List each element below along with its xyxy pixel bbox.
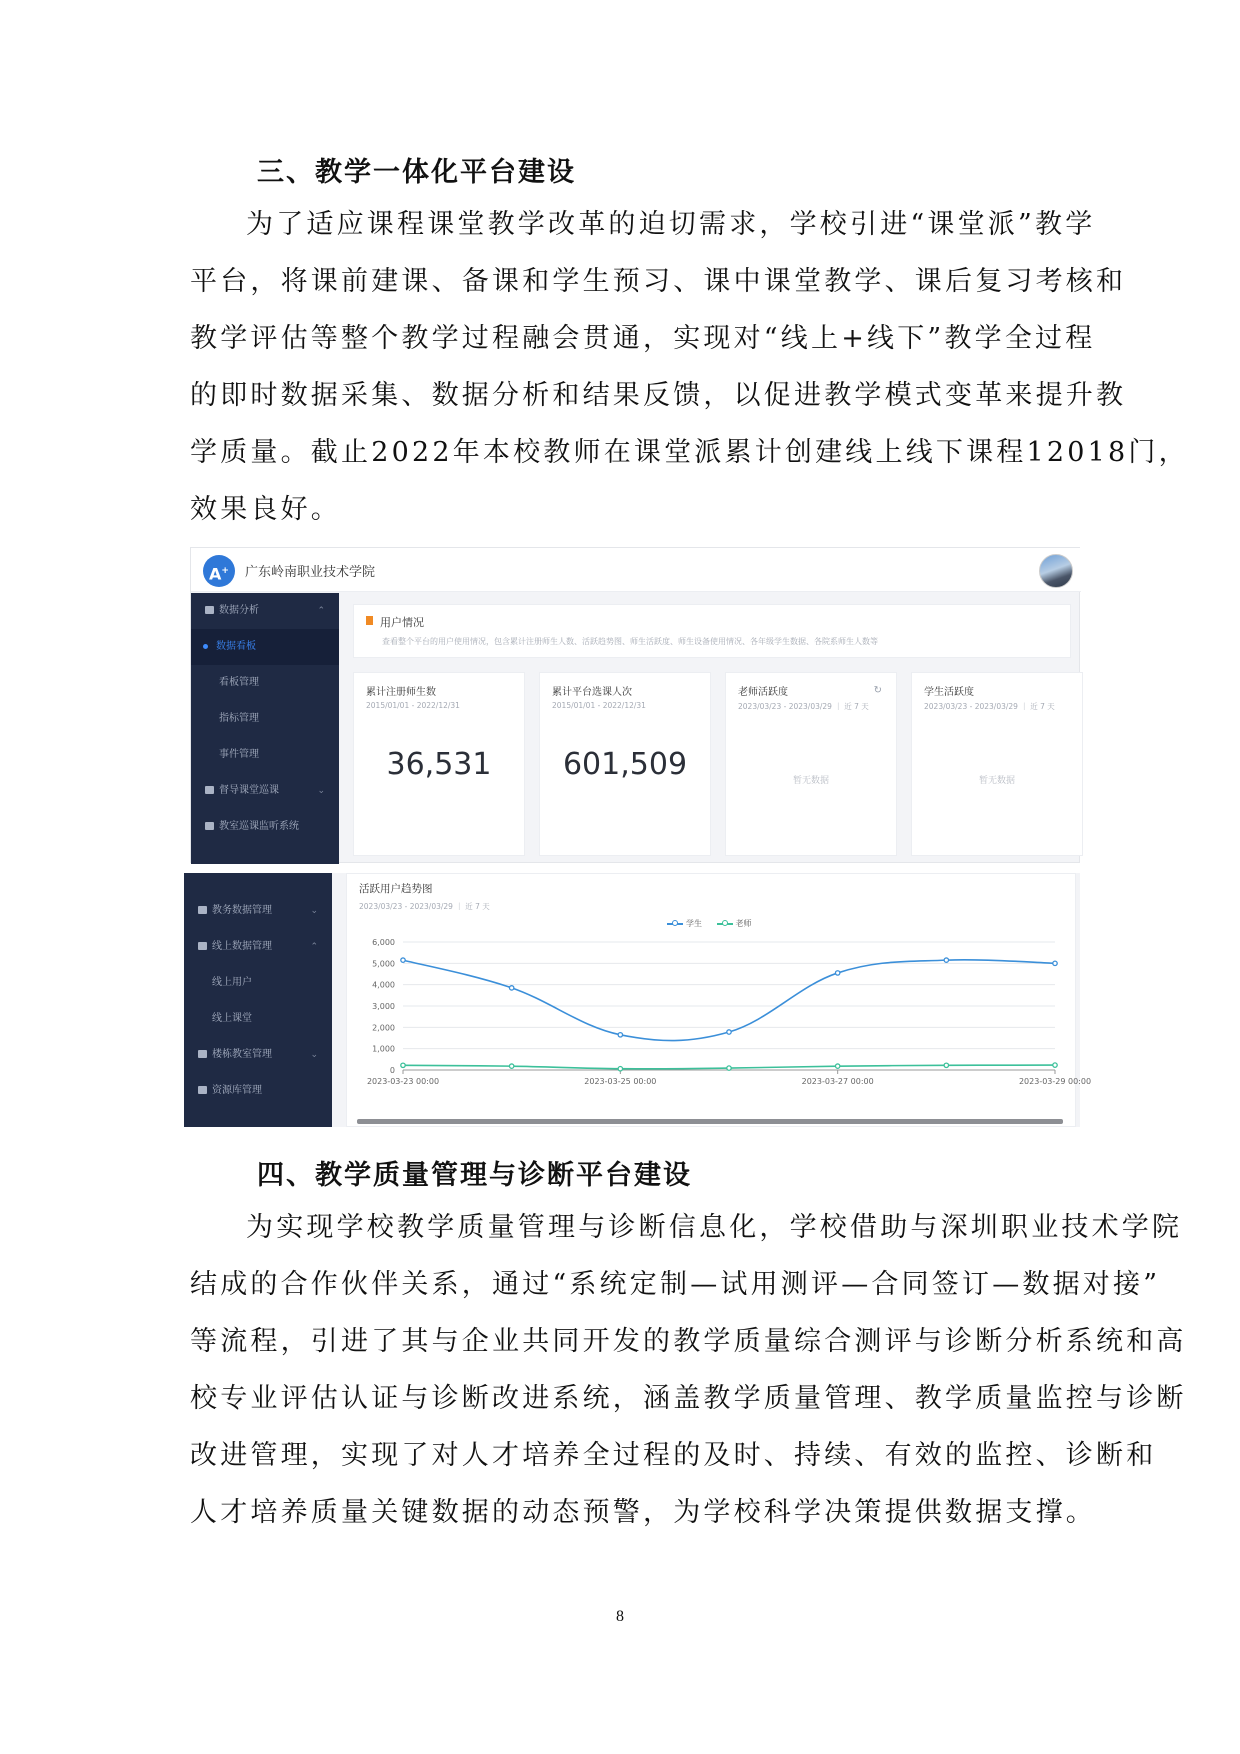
chart-title: 活跃用户趋势图 [359,883,433,895]
sidebar-item-academic-data[interactable]: 教务数据管理 ⌄ [184,893,332,929]
stat-card-enrollments [539,672,711,856]
paragraph-line: 教学评估等整个教学过程融会贯通，实现对“线上+线下”教学全过程 [190,323,1096,354]
page-number: 8 [616,1608,624,1625]
data-point [509,986,513,990]
school-name: 广东岭南职业技术学院 [245,565,376,580]
paragraph-line: 学质量。截止2022年本校教师在课堂派累计创建线上线下课程12018门， [190,437,1189,468]
sidebar-item-data-board[interactable]: 数据看板 [191,629,339,665]
chart-date: 2023/03/23 - 2023/03/29 ｜ 近 7 天 [359,902,490,911]
active-dot-icon [203,644,208,649]
refresh-icon[interactable]: ↻ [873,685,882,696]
y-tick-label: 3,000 [372,1002,395,1011]
trend-chart-panel [346,873,1092,1127]
sidebar-item-indicator-management[interactable]: 指标管理 [219,713,259,724]
chart-icon [205,606,214,614]
y-tick-label: 2,000 [372,1023,395,1033]
card-date: 2015/01/01 - 2022/12/31 [552,701,646,710]
sidebar-item-online-users[interactable]: 线上用户 [212,977,252,988]
paragraph-line: 校专业评估认证与诊断改进系统，涵盖教学质量管理、教学质量监控与诊断 [190,1383,1187,1414]
data-point [944,1063,948,1067]
panel-title: 用户情况 [380,616,424,629]
sidebar-item-event-management[interactable]: 事件管理 [219,749,259,760]
paragraph-line: 等流程，引进了其与企业共同开发的教学质量综合测评与诊断分析系统和高 [190,1326,1187,1357]
y-tick-label: 0 [389,1066,395,1075]
folder-icon [198,1086,207,1094]
data-point [835,971,839,975]
platform-dashboard-screenshot [190,547,1080,863]
x-tick-label: 2023-03-29 00:00 [1018,1077,1092,1086]
sidebar-item-online-classroom[interactable]: 线上课堂 [212,1013,252,1024]
sidebar-item-resource-library[interactable]: 资源库管理 [184,1073,332,1109]
sidebar [184,873,332,1127]
data-point [618,1033,622,1037]
stat-card-student-activity [911,672,1083,856]
section-heading-4: 四、教学质量管理与诊断平台建设 [257,1160,692,1191]
paragraph-line: 的即时数据采集、数据分析和结果反馈，以促进教学模式变革来提升教 [190,380,1127,411]
card-title: 学生活跃度 [924,687,974,698]
sidebar-item-data-analysis[interactable]: 数据分析 ⌃ [191,593,339,629]
card-value: 601,509 [562,747,688,782]
chart-icon [198,942,207,950]
card-date: 2023/03/23 - 2023/03/29 ｜ 近 7 天 [924,702,1055,711]
bank-icon [198,906,207,914]
card-empty-text: 暂无数据 [978,776,1015,786]
data-point [727,1066,731,1070]
card-date: 2023/03/23 - 2023/03/29 ｜ 近 7 天 [738,702,869,711]
horizontal-scrollbar[interactable] [357,1119,1063,1124]
stat-card-registered [353,672,525,856]
trend-chart [347,874,1092,1128]
data-point [1053,961,1057,965]
card-value: 36,531 [386,747,492,782]
school-logo: A+ [203,555,235,587]
paragraph-line: 平台，将课前建课、备课和学生预习、课中课堂教学、课后复习考核和 [190,266,1127,297]
data-point [835,1064,839,1068]
chevron-down-icon: ⌄ [310,1050,318,1060]
card-title: 累计注册师生数 [366,687,436,698]
section-paragraph-4 [190,1199,1187,1541]
paragraph-line: 为了适应课程课堂教学改革的迫切需求，学校引进“课堂派”教学 [246,209,1096,240]
legend-item-student[interactable]: 学生 [667,918,702,929]
chevron-down-icon: ⌄ [317,786,325,796]
panel-description: 查看整个平台的用户使用情况，包含累计注册师生人数、活跃趋势图、师生活跃度、师生设备使用情况、各年级学生数据、各院系师生人数等 [382,637,878,646]
data-point [1053,1063,1057,1067]
avatar[interactable] [1039,554,1073,588]
chevron-up-icon: ⌃ [310,942,318,952]
sidebar-item-online-data[interactable]: 线上数据管理 ⌃ [184,929,332,965]
card-date: 2015/01/01 - 2022/12/31 [366,701,460,710]
sidebar [191,593,339,864]
paragraph-line: 改进管理，实现了对人才培养全过程的及时、持续、有效的监控、诊断和 [190,1440,1157,1471]
chevron-up-icon: ⌃ [317,606,325,616]
section-paragraph-3 [190,196,1189,538]
data-point [401,1063,405,1067]
section-heading-3: 三、教学一体化平台建设 [257,157,576,188]
y-tick-label: 1,000 [372,1044,395,1054]
chevron-down-icon: ⌄ [310,906,318,916]
user-overview-panel [353,604,1071,658]
y-tick-label: 5,000 [372,959,395,969]
data-point [509,1064,513,1068]
y-tick-label: 6,000 [372,938,395,947]
top-bar [191,548,1081,592]
flag-icon [366,616,373,625]
sidebar-item-supervision[interactable]: 督导课堂巡课 ⌄ [191,773,339,809]
active-users-chart-screenshot [184,873,1092,1127]
data-point [727,1030,731,1034]
building-icon [198,1050,207,1058]
card-title: 老师活跃度 [738,687,788,698]
paragraph-line: 结成的合作伙伴关系，通过“系统定制—试用测评—合同签订—数据对接” [190,1269,1161,1300]
x-tick-label: 2023-03-23 00:00 [366,1077,440,1086]
legend-item-teacher[interactable]: 老师 [717,918,752,929]
paragraph-line: 为实现学校教学质量管理与诊断信息化，学校借助与深圳职业技术学院 [246,1212,1183,1243]
data-point [944,958,948,962]
sidebar-item-building-management[interactable]: 楼栋教室管理 ⌄ [184,1037,332,1073]
card-title: 累计平台选课人次 [552,687,632,698]
building-icon [205,822,214,830]
camera-icon [205,786,214,794]
sidebar-item-classroom-monitor[interactable]: 教室巡课监听系统 [191,809,339,845]
data-point [618,1067,622,1071]
paragraph-line: 效果良好。 [190,494,341,525]
series-line-student [403,960,1055,1041]
paragraph-line: 人才培养质量关键数据的动态预警，为学校科学决策提供数据支撑。 [190,1497,1096,1528]
x-tick-label: 2023-03-25 00:00 [584,1077,657,1086]
sidebar-item-board-management[interactable]: 看板管理 [219,677,259,688]
x-tick-label: 2023-03-27 00:00 [801,1077,874,1086]
data-point [401,958,405,962]
card-empty-text: 暂无数据 [792,776,829,786]
y-tick-label: 4,000 [372,980,395,990]
stat-card-teacher-activity [725,672,897,856]
